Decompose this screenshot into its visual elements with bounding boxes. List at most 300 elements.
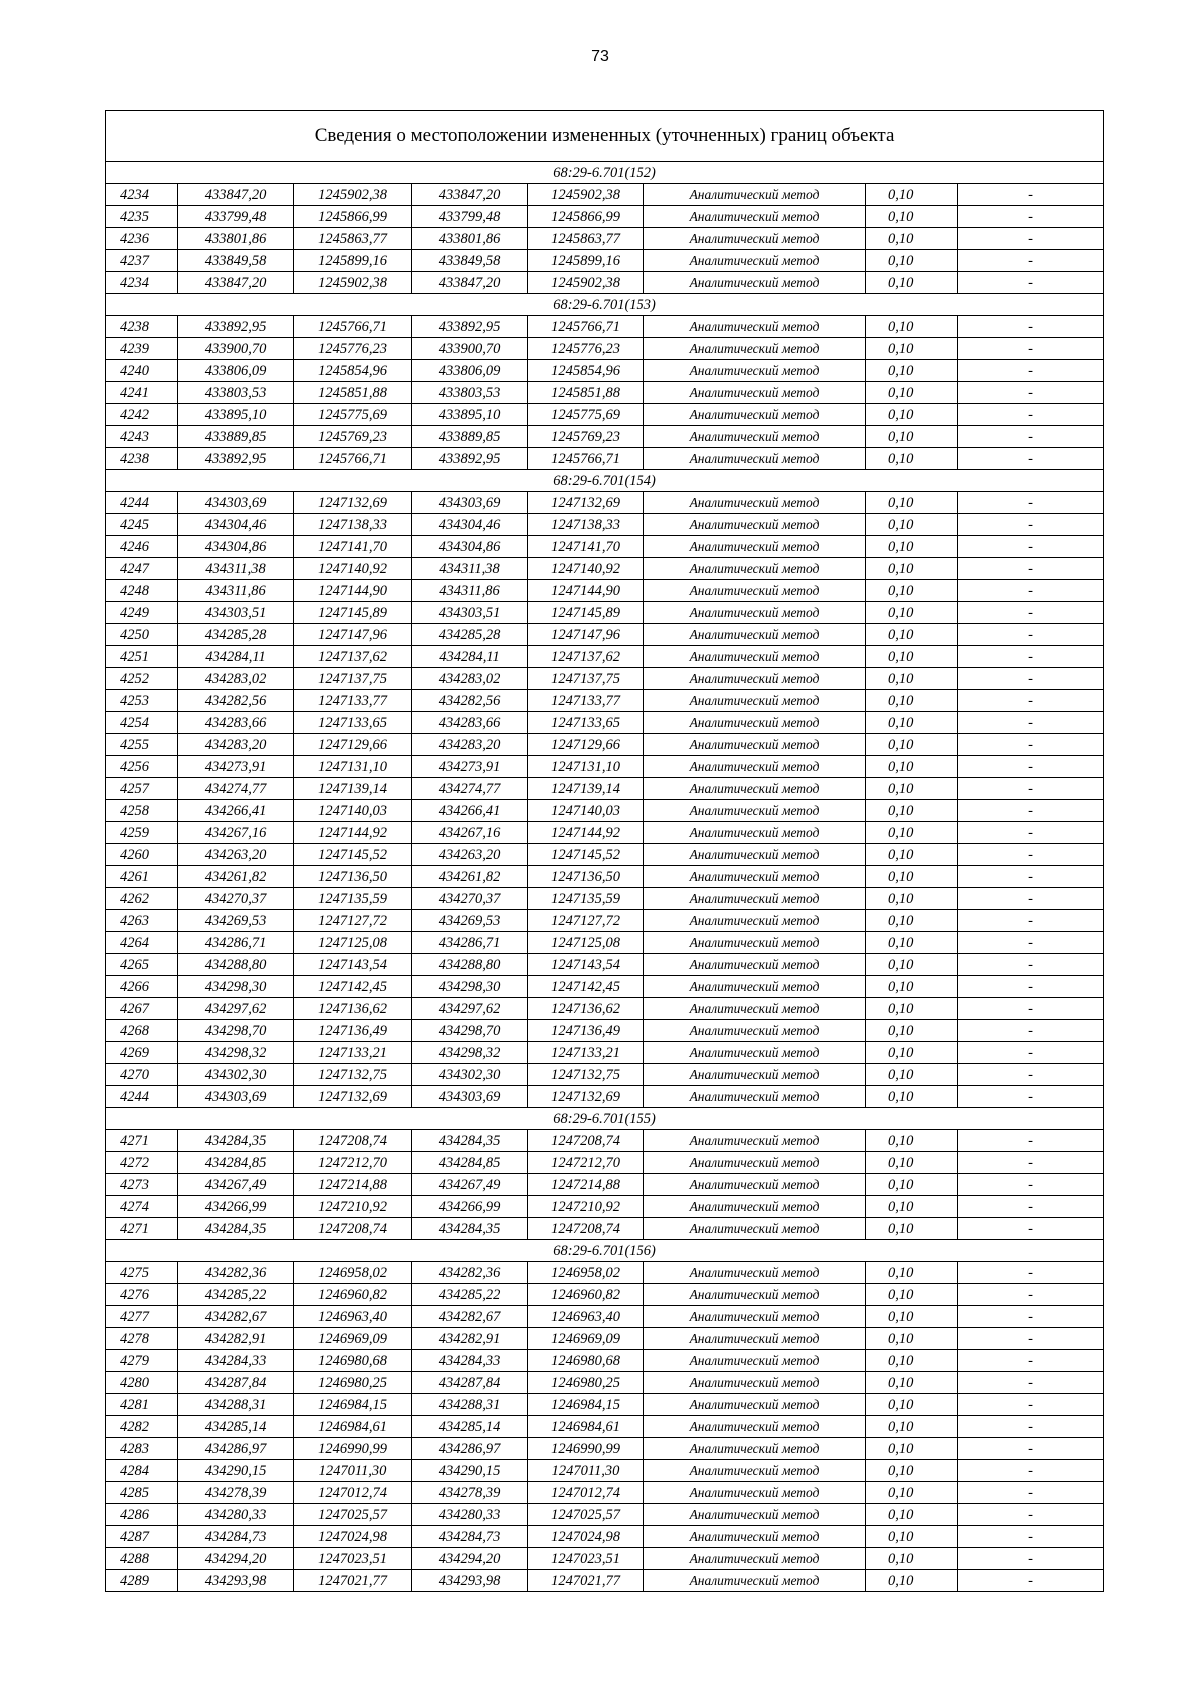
- x-old-cell: 433889,85: [178, 426, 294, 448]
- method-cell: Аналитический метод: [644, 1152, 866, 1174]
- y-new-cell: 1247140,03: [528, 800, 644, 822]
- y-new-cell: 1245769,23: [528, 426, 644, 448]
- description-cell: -: [958, 426, 1104, 448]
- method-cell: Аналитический метод: [644, 712, 866, 734]
- table-row: [106, 580, 1104, 602]
- accuracy-cell: 0,10: [866, 800, 958, 822]
- point-number-cell: 4257: [106, 778, 178, 800]
- y-new-cell: 1247129,66: [528, 734, 644, 756]
- x-new-cell: 434298,30: [412, 976, 528, 998]
- method-cell: Аналитический метод: [644, 1372, 866, 1394]
- x-new-cell: 434274,77: [412, 778, 528, 800]
- table-row: [106, 1086, 1104, 1108]
- accuracy-cell: 0,10: [866, 1284, 958, 1306]
- table-row: [106, 866, 1104, 888]
- description-cell: -: [958, 492, 1104, 514]
- accuracy-cell: 0,10: [866, 1548, 958, 1570]
- x-new-cell: 433889,85: [412, 426, 528, 448]
- y-old-cell: 1247144,92: [294, 822, 412, 844]
- y-new-cell: 1247012,74: [528, 1482, 644, 1504]
- section-label: 68:29-6.701(156): [106, 1240, 1104, 1262]
- table-row: [106, 1438, 1104, 1460]
- y-old-cell: 1246960,82: [294, 1284, 412, 1306]
- point-number-cell: 4238: [106, 316, 178, 338]
- y-new-cell: 1247144,90: [528, 580, 644, 602]
- description-cell: -: [958, 888, 1104, 910]
- method-cell: Аналитический метод: [644, 998, 866, 1020]
- description-cell: -: [958, 536, 1104, 558]
- accuracy-cell: 0,10: [866, 1350, 958, 1372]
- x-new-cell: 434282,56: [412, 690, 528, 712]
- y-new-cell: 1245851,88: [528, 382, 644, 404]
- point-number-cell: 4271: [106, 1130, 178, 1152]
- method-cell: Аналитический метод: [644, 1020, 866, 1042]
- x-new-cell: 434263,20: [412, 844, 528, 866]
- point-number-cell: 4246: [106, 536, 178, 558]
- point-number-cell: 4240: [106, 360, 178, 382]
- x-old-cell: 434284,85: [178, 1152, 294, 1174]
- method-cell: Аналитический метод: [644, 338, 866, 360]
- table-row: [106, 1020, 1104, 1042]
- table-row: [106, 712, 1104, 734]
- y-new-cell: 1247132,69: [528, 492, 644, 514]
- point-number-cell: 4234: [106, 184, 178, 206]
- x-old-cell: 434285,22: [178, 1284, 294, 1306]
- x-new-cell: 434303,69: [412, 1086, 528, 1108]
- description-cell: -: [958, 932, 1104, 954]
- y-new-cell: 1245766,71: [528, 448, 644, 470]
- y-new-cell: 1245902,38: [528, 272, 644, 294]
- accuracy-cell: 0,10: [866, 888, 958, 910]
- y-new-cell: 1246969,09: [528, 1328, 644, 1350]
- accuracy-cell: 0,10: [866, 338, 958, 360]
- table-row: [106, 1196, 1104, 1218]
- point-number-cell: 4239: [106, 338, 178, 360]
- x-old-cell: 434267,49: [178, 1174, 294, 1196]
- x-new-cell: 433847,20: [412, 184, 528, 206]
- description-cell: -: [958, 1328, 1104, 1350]
- x-old-cell: 433900,70: [178, 338, 294, 360]
- table-row: [106, 822, 1104, 844]
- y-old-cell: 1245769,23: [294, 426, 412, 448]
- y-old-cell: 1247208,74: [294, 1130, 412, 1152]
- y-old-cell: 1247127,72: [294, 910, 412, 932]
- y-old-cell: 1245866,99: [294, 206, 412, 228]
- x-new-cell: 434285,28: [412, 624, 528, 646]
- x-new-cell: 434303,51: [412, 602, 528, 624]
- x-old-cell: 434287,84: [178, 1372, 294, 1394]
- y-new-cell: 1247142,45: [528, 976, 644, 998]
- x-new-cell: 434270,37: [412, 888, 528, 910]
- x-new-cell: 434284,33: [412, 1350, 528, 1372]
- accuracy-cell: 0,10: [866, 1174, 958, 1196]
- y-new-cell: 1245863,77: [528, 228, 644, 250]
- description-cell: -: [958, 646, 1104, 668]
- accuracy-cell: 0,10: [866, 1460, 958, 1482]
- x-old-cell: 434284,35: [178, 1130, 294, 1152]
- method-cell: Аналитический метод: [644, 1548, 866, 1570]
- table-row: [106, 206, 1104, 228]
- point-number-cell: 4244: [106, 492, 178, 514]
- y-old-cell: 1246958,02: [294, 1262, 412, 1284]
- x-new-cell: 433892,95: [412, 316, 528, 338]
- x-old-cell: 434266,99: [178, 1196, 294, 1218]
- method-cell: Аналитический метод: [644, 492, 866, 514]
- y-new-cell: 1245775,69: [528, 404, 644, 426]
- x-old-cell: 434278,39: [178, 1482, 294, 1504]
- method-cell: Аналитический метод: [644, 1460, 866, 1482]
- x-old-cell: 434261,82: [178, 866, 294, 888]
- point-number-cell: 4248: [106, 580, 178, 602]
- y-new-cell: 1247144,92: [528, 822, 644, 844]
- x-new-cell: 433849,58: [412, 250, 528, 272]
- point-number-cell: 4285: [106, 1482, 178, 1504]
- x-old-cell: 433849,58: [178, 250, 294, 272]
- x-old-cell: 434284,73: [178, 1526, 294, 1548]
- method-cell: Аналитический метод: [644, 1196, 866, 1218]
- description-cell: -: [958, 1262, 1104, 1284]
- y-old-cell: 1247214,88: [294, 1174, 412, 1196]
- x-old-cell: 433799,48: [178, 206, 294, 228]
- description-cell: -: [958, 1284, 1104, 1306]
- y-old-cell: 1247023,51: [294, 1548, 412, 1570]
- method-cell: Аналитический метод: [644, 1526, 866, 1548]
- point-number-cell: 4268: [106, 1020, 178, 1042]
- y-old-cell: 1247136,49: [294, 1020, 412, 1042]
- x-old-cell: 434284,33: [178, 1350, 294, 1372]
- y-new-cell: 1247137,75: [528, 668, 644, 690]
- point-number-cell: 4253: [106, 690, 178, 712]
- y-old-cell: 1247132,69: [294, 1086, 412, 1108]
- method-cell: Аналитический метод: [644, 778, 866, 800]
- point-number-cell: 4272: [106, 1152, 178, 1174]
- table-row: [106, 272, 1104, 294]
- x-old-cell: 433806,09: [178, 360, 294, 382]
- y-old-cell: 1247133,21: [294, 1042, 412, 1064]
- table-row: [106, 1042, 1104, 1064]
- table-row: [106, 228, 1104, 250]
- y-old-cell: 1247210,92: [294, 1196, 412, 1218]
- point-number-cell: 4243: [106, 426, 178, 448]
- x-new-cell: 434261,82: [412, 866, 528, 888]
- method-cell: Аналитический метод: [644, 1042, 866, 1064]
- y-new-cell: 1247208,74: [528, 1130, 644, 1152]
- description-cell: -: [958, 910, 1104, 932]
- accuracy-cell: 0,10: [866, 206, 958, 228]
- y-old-cell: 1247140,92: [294, 558, 412, 580]
- table-row: [106, 976, 1104, 998]
- x-new-cell: 434267,16: [412, 822, 528, 844]
- x-new-cell: 434266,99: [412, 1196, 528, 1218]
- y-new-cell: 1245899,16: [528, 250, 644, 272]
- method-cell: Аналитический метод: [644, 1438, 866, 1460]
- accuracy-cell: 0,10: [866, 1086, 958, 1108]
- x-new-cell: 434294,20: [412, 1548, 528, 1570]
- description-cell: -: [958, 250, 1104, 272]
- y-old-cell: 1247129,66: [294, 734, 412, 756]
- x-old-cell: 434304,86: [178, 536, 294, 558]
- y-old-cell: 1247147,96: [294, 624, 412, 646]
- y-new-cell: 1247145,89: [528, 602, 644, 624]
- accuracy-cell: 0,10: [866, 1196, 958, 1218]
- accuracy-cell: 0,10: [866, 668, 958, 690]
- x-new-cell: 434290,15: [412, 1460, 528, 1482]
- table-row: [106, 448, 1104, 470]
- accuracy-cell: 0,10: [866, 228, 958, 250]
- description-cell: -: [958, 1064, 1104, 1086]
- table-row: [106, 1416, 1104, 1438]
- y-old-cell: 1247021,77: [294, 1570, 412, 1592]
- description-cell: -: [958, 514, 1104, 536]
- y-old-cell: 1247208,74: [294, 1218, 412, 1240]
- section-label: 68:29-6.701(155): [106, 1108, 1104, 1130]
- point-number-cell: 4275: [106, 1262, 178, 1284]
- point-number-cell: 4245: [106, 514, 178, 536]
- table-row: [106, 1064, 1104, 1086]
- y-old-cell: 1247131,10: [294, 756, 412, 778]
- x-new-cell: 434282,91: [412, 1328, 528, 1350]
- y-old-cell: 1247145,52: [294, 844, 412, 866]
- description-cell: -: [958, 866, 1104, 888]
- description-cell: -: [958, 954, 1104, 976]
- y-new-cell: 1246980,25: [528, 1372, 644, 1394]
- description-cell: -: [958, 1394, 1104, 1416]
- x-old-cell: 434273,91: [178, 756, 294, 778]
- point-number-cell: 4261: [106, 866, 178, 888]
- point-number-cell: 4287: [106, 1526, 178, 1548]
- x-old-cell: 433847,20: [178, 272, 294, 294]
- y-old-cell: 1245863,77: [294, 228, 412, 250]
- x-new-cell: 434282,67: [412, 1306, 528, 1328]
- x-old-cell: 434283,02: [178, 668, 294, 690]
- method-cell: Аналитический метод: [644, 822, 866, 844]
- x-new-cell: 433803,53: [412, 382, 528, 404]
- description-cell: -: [958, 1570, 1104, 1592]
- description-cell: -: [958, 668, 1104, 690]
- method-cell: Аналитический метод: [644, 404, 866, 426]
- description-cell: -: [958, 206, 1104, 228]
- y-new-cell: 1245776,23: [528, 338, 644, 360]
- method-cell: Аналитический метод: [644, 866, 866, 888]
- point-number-cell: 4255: [106, 734, 178, 756]
- accuracy-cell: 0,10: [866, 360, 958, 382]
- description-cell: -: [958, 690, 1104, 712]
- accuracy-cell: 0,10: [866, 1372, 958, 1394]
- section-label: 68:29-6.701(154): [106, 470, 1104, 492]
- method-cell: Аналитический метод: [644, 756, 866, 778]
- y-new-cell: 1247025,57: [528, 1504, 644, 1526]
- accuracy-cell: 0,10: [866, 1416, 958, 1438]
- x-old-cell: 433892,95: [178, 316, 294, 338]
- method-cell: Аналитический метод: [644, 1086, 866, 1108]
- description-cell: -: [958, 1152, 1104, 1174]
- table-row: [106, 1130, 1104, 1152]
- method-cell: Аналитический метод: [644, 624, 866, 646]
- point-number-cell: 4276: [106, 1284, 178, 1306]
- y-old-cell: 1247012,74: [294, 1482, 412, 1504]
- x-new-cell: 433895,10: [412, 404, 528, 426]
- x-old-cell: 434298,32: [178, 1042, 294, 1064]
- x-old-cell: 434283,66: [178, 712, 294, 734]
- x-old-cell: 434282,56: [178, 690, 294, 712]
- method-cell: Аналитический метод: [644, 646, 866, 668]
- accuracy-cell: 0,10: [866, 954, 958, 976]
- point-number-cell: 4242: [106, 404, 178, 426]
- table-row: [106, 910, 1104, 932]
- method-cell: Аналитический метод: [644, 690, 866, 712]
- table-row: [106, 998, 1104, 1020]
- point-number-cell: 4263: [106, 910, 178, 932]
- x-old-cell: 434290,15: [178, 1460, 294, 1482]
- description-cell: -: [958, 558, 1104, 580]
- x-old-cell: 434303,69: [178, 492, 294, 514]
- section-header-row: [106, 1240, 1104, 1262]
- accuracy-cell: 0,10: [866, 426, 958, 448]
- x-old-cell: 434274,77: [178, 778, 294, 800]
- x-old-cell: 434269,53: [178, 910, 294, 932]
- point-number-cell: 4236: [106, 228, 178, 250]
- method-cell: Аналитический метод: [644, 514, 866, 536]
- description-cell: -: [958, 602, 1104, 624]
- description-cell: -: [958, 1042, 1104, 1064]
- y-new-cell: 1245866,99: [528, 206, 644, 228]
- y-new-cell: 1247208,74: [528, 1218, 644, 1240]
- y-new-cell: 1246980,68: [528, 1350, 644, 1372]
- accuracy-cell: 0,10: [866, 272, 958, 294]
- y-new-cell: 1247136,50: [528, 866, 644, 888]
- x-old-cell: 433803,53: [178, 382, 294, 404]
- description-cell: -: [958, 580, 1104, 602]
- description-cell: -: [958, 1130, 1104, 1152]
- point-number-cell: 4286: [106, 1504, 178, 1526]
- y-old-cell: 1247135,59: [294, 888, 412, 910]
- table-row: [106, 1482, 1104, 1504]
- table-row: [106, 316, 1104, 338]
- accuracy-cell: 0,10: [866, 602, 958, 624]
- x-new-cell: 434311,38: [412, 558, 528, 580]
- point-number-cell: 4244: [106, 1086, 178, 1108]
- point-number-cell: 4247: [106, 558, 178, 580]
- y-old-cell: 1246963,40: [294, 1306, 412, 1328]
- method-cell: Аналитический метод: [644, 800, 866, 822]
- x-old-cell: 434294,20: [178, 1548, 294, 1570]
- point-number-cell: 4251: [106, 646, 178, 668]
- x-old-cell: 434293,98: [178, 1570, 294, 1592]
- table-row: [106, 536, 1104, 558]
- y-old-cell: 1245902,38: [294, 272, 412, 294]
- method-cell: Аналитический метод: [644, 1306, 866, 1328]
- accuracy-cell: 0,10: [866, 558, 958, 580]
- x-old-cell: 434298,30: [178, 976, 294, 998]
- point-number-cell: 4256: [106, 756, 178, 778]
- point-number-cell: 4273: [106, 1174, 178, 1196]
- y-new-cell: 1247127,72: [528, 910, 644, 932]
- accuracy-cell: 0,10: [866, 1504, 958, 1526]
- accuracy-cell: 0,10: [866, 1020, 958, 1042]
- method-cell: Аналитический метод: [644, 1394, 866, 1416]
- y-old-cell: 1247011,30: [294, 1460, 412, 1482]
- y-old-cell: 1247133,65: [294, 712, 412, 734]
- y-old-cell: 1247212,70: [294, 1152, 412, 1174]
- x-new-cell: 433799,48: [412, 206, 528, 228]
- x-new-cell: 434285,14: [412, 1416, 528, 1438]
- point-number-cell: 4259: [106, 822, 178, 844]
- point-number-cell: 4270: [106, 1064, 178, 1086]
- accuracy-cell: 0,10: [866, 1306, 958, 1328]
- point-number-cell: 4277: [106, 1306, 178, 1328]
- description-cell: -: [958, 734, 1104, 756]
- point-number-cell: 4284: [106, 1460, 178, 1482]
- description-cell: -: [958, 1306, 1104, 1328]
- table-row: [106, 844, 1104, 866]
- accuracy-cell: 0,10: [866, 910, 958, 932]
- accuracy-cell: 0,10: [866, 448, 958, 470]
- method-cell: Аналитический метод: [644, 1570, 866, 1592]
- page-number: 73: [591, 48, 609, 65]
- table-row: [106, 668, 1104, 690]
- x-new-cell: 433892,95: [412, 448, 528, 470]
- table-row: [106, 646, 1104, 668]
- y-old-cell: 1247143,54: [294, 954, 412, 976]
- y-old-cell: 1246969,09: [294, 1328, 412, 1350]
- y-old-cell: 1247138,33: [294, 514, 412, 536]
- y-old-cell: 1247137,75: [294, 668, 412, 690]
- table-row: [106, 1548, 1104, 1570]
- table-row: [106, 382, 1104, 404]
- table-row: [106, 888, 1104, 910]
- method-cell: Аналитический метод: [644, 1174, 866, 1196]
- method-cell: Аналитический метод: [644, 888, 866, 910]
- x-new-cell: 434293,98: [412, 1570, 528, 1592]
- accuracy-cell: 0,10: [866, 1394, 958, 1416]
- y-new-cell: 1247137,62: [528, 646, 644, 668]
- y-new-cell: 1247023,51: [528, 1548, 644, 1570]
- point-number-cell: 4241: [106, 382, 178, 404]
- x-old-cell: 434284,11: [178, 646, 294, 668]
- method-cell: Аналитический метод: [644, 536, 866, 558]
- table-row: [106, 514, 1104, 536]
- x-new-cell: 434283,66: [412, 712, 528, 734]
- x-old-cell: 433847,20: [178, 184, 294, 206]
- y-old-cell: 1246980,25: [294, 1372, 412, 1394]
- x-new-cell: 434284,73: [412, 1526, 528, 1548]
- method-cell: Аналитический метод: [644, 184, 866, 206]
- table-row: [106, 932, 1104, 954]
- y-old-cell: 1247136,50: [294, 866, 412, 888]
- description-cell: -: [958, 624, 1104, 646]
- x-new-cell: 434298,32: [412, 1042, 528, 1064]
- point-number-cell: 4252: [106, 668, 178, 690]
- y-new-cell: 1247133,77: [528, 690, 644, 712]
- accuracy-cell: 0,10: [866, 778, 958, 800]
- x-new-cell: 434283,20: [412, 734, 528, 756]
- y-old-cell: 1246984,15: [294, 1394, 412, 1416]
- x-new-cell: 434304,86: [412, 536, 528, 558]
- table-row: [106, 1460, 1104, 1482]
- point-number-cell: 4279: [106, 1350, 178, 1372]
- y-new-cell: 1245854,96: [528, 360, 644, 382]
- x-old-cell: 433895,10: [178, 404, 294, 426]
- description-cell: -: [958, 1438, 1104, 1460]
- accuracy-cell: 0,10: [866, 1438, 958, 1460]
- method-cell: Аналитический метод: [644, 558, 866, 580]
- x-new-cell: 434280,33: [412, 1504, 528, 1526]
- y-old-cell: 1247139,14: [294, 778, 412, 800]
- x-old-cell: 434282,67: [178, 1306, 294, 1328]
- y-old-cell: 1247140,03: [294, 800, 412, 822]
- accuracy-cell: 0,10: [866, 1064, 958, 1086]
- y-new-cell: 1247143,54: [528, 954, 644, 976]
